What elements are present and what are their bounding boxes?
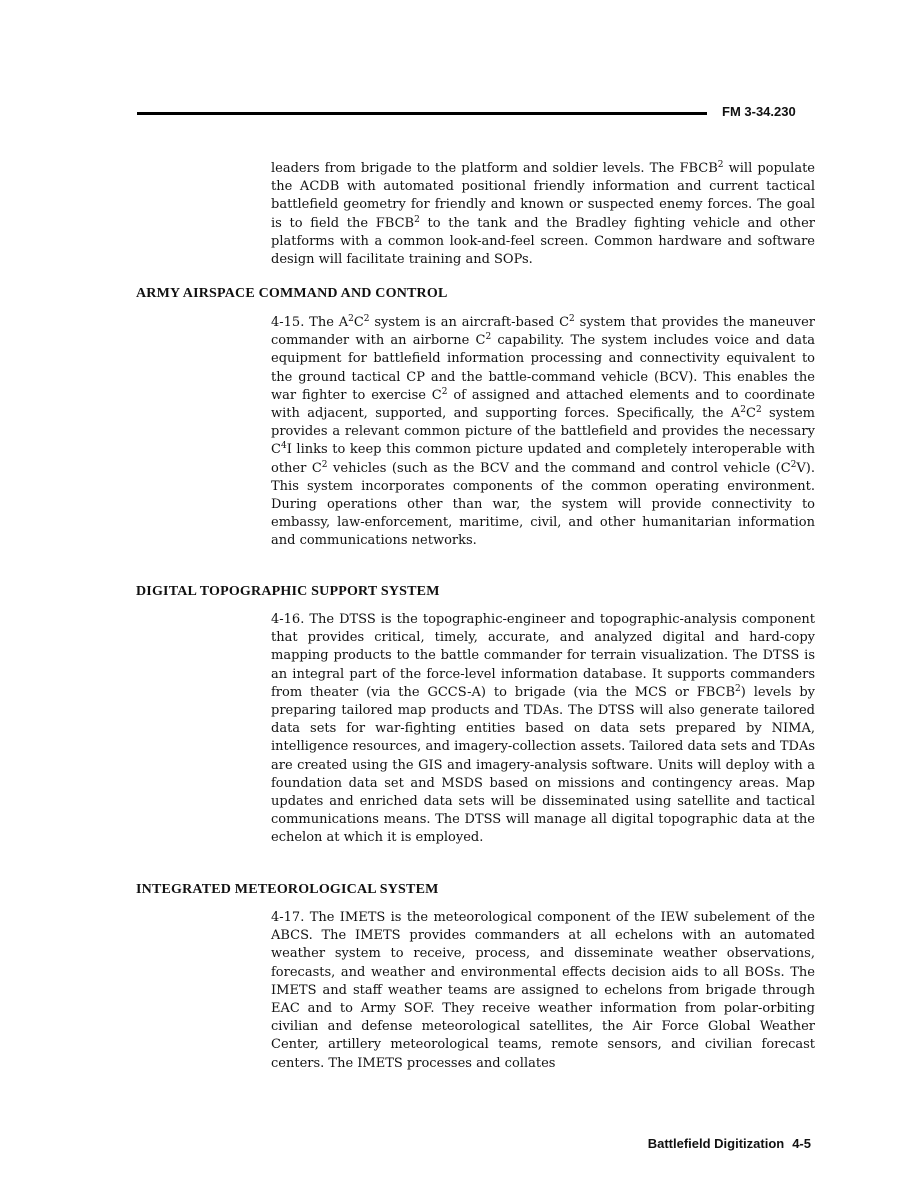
footer-chapter-title: Battlefield Digitization bbox=[647, 1136, 785, 1151]
text-run: will populate the ACDB with automated positional friendly information and current tactical battlefield geometry for friendly and known or suspected enemy forces. The goal is to field the FBCB bbox=[271, 161, 815, 231]
superscript: 2 bbox=[363, 314, 370, 324]
paragraph-4-16 bbox=[271, 611, 815, 848]
text-run: C bbox=[353, 315, 364, 330]
section-heading-imets: INTEGRATED METEOROLOGICAL SYSTEM bbox=[136, 882, 439, 897]
page-footer bbox=[648, 1136, 811, 1151]
text-run: system provides a relevant common picture of the battlefield and provides the necessary C bbox=[271, 406, 815, 458]
text-run: to the tank and the Bradley fighting vehicle and other platforms with a common look-and-feel screen. Common hardware and software design will facilitate training and SOPs. bbox=[271, 215, 816, 268]
superscript: 2 bbox=[321, 459, 328, 470]
intro-paragraph bbox=[271, 160, 815, 269]
superscript: 4 bbox=[280, 441, 287, 452]
paragraph-4-15 bbox=[271, 314, 815, 551]
document-code: FM 3-34.230 bbox=[722, 104, 796, 119]
superscript: 2 bbox=[740, 405, 746, 416]
text-run: 4-17. The IMETS is the meteorological component of the IEW subelement of the ABCS. The IMETS provides commanders at all echelons with an automated weather system to receive, process, and disseminate weather observations, forecasts, and weather and environmental effects decision aids to all BOSs. The IMETS and staff weather teams are assigned to echelons from brigade through EAC and to Army SOF. They receive weather information from polar-orbiting civilian and defense meteorological satellites, the Air Force Global Weather Center, artillery meteorological teams, remote sensors, and civilian forecast centers. The IMETS processes and collates bbox=[271, 910, 815, 1071]
footer-page-number: 4-5 bbox=[792, 1136, 811, 1151]
text-run: C bbox=[745, 406, 756, 422]
section-heading-airspace: ARMY AIRSPACE COMMAND AND CONTROL bbox=[136, 286, 448, 301]
text-run: system is an aircraft-based C bbox=[369, 315, 570, 330]
text-run: 4-16. The DTSS is the topographic-engineer and topographic-analysis component that provides critical, timely, accurate, and analyzed digital and hard-copy mapping products to the battle commander for terrain visualization. The DTSS is an integral part of the force-level information database. It supports commanders from theater (via the GCCS-A) to brigade (via the MCS or FBCB bbox=[271, 612, 815, 700]
text-run: I links to keep this common picture updated and completely interoperable with other C bbox=[271, 442, 815, 476]
superscript: 2 bbox=[735, 683, 741, 694]
superscript: 2 bbox=[441, 386, 448, 397]
text-run: vehicles (such as the BCV and the command and control vehicle (C bbox=[327, 460, 791, 476]
section-heading-dtss: DIGITAL TOPOGRAPHIC SUPPORT SYSTEM bbox=[136, 584, 440, 599]
text-run: V). This system incorporates components of the common operating environment. During operations other than war, the system will provide connectivity to embassy, law-enforcement, maritime, civil, and other humanitarian information and communications networks. bbox=[271, 460, 815, 549]
superscript: 2 bbox=[790, 459, 797, 470]
superscript: 2 bbox=[414, 214, 420, 225]
text-run: ) levels by preparing tailored map products and TDAs. The DTSS will also generate tailored data sets for war-fighting entities based on data sets prepared by NIMA, intelligence resources, and imagery-collection assets. Tailored data sets and TDAs are created using the GIS and imagery-analysis software. Units will deploy with a foundation data set and MSDS based on missions and contingency areas. Map updates and enriched data sets will be disseminated using satellite and tactical communications means. The DTSS will manage all digital topographic data at the echelon at which it is employed. bbox=[271, 684, 815, 846]
text-run: of assigned and attached elements and to coordinate with adjacent, supported, and supporting forces. Specifically, the A bbox=[271, 387, 815, 422]
paragraph-4-17 bbox=[271, 909, 815, 1073]
superscript: 2 bbox=[717, 160, 724, 170]
text-run: 4-15. The A bbox=[271, 315, 349, 330]
text-run: capability. The system includes voice and data equipment for battlefield information processing and connectivity equivalent to the ground tactical CP and the battle-command vehicle (BCV). This enables the war fighter to exercise C bbox=[271, 333, 815, 403]
header-rule bbox=[137, 112, 707, 115]
superscript: 2 bbox=[755, 405, 762, 416]
superscript: 2 bbox=[485, 332, 492, 343]
superscript: 2 bbox=[348, 314, 354, 324]
text-run: system that provides the maneuver commander with an airborne C bbox=[271, 315, 815, 349]
text-run: leaders from brigade to the platform and soldier levels. The FBCB bbox=[271, 161, 718, 176]
superscript: 2 bbox=[569, 314, 575, 324]
